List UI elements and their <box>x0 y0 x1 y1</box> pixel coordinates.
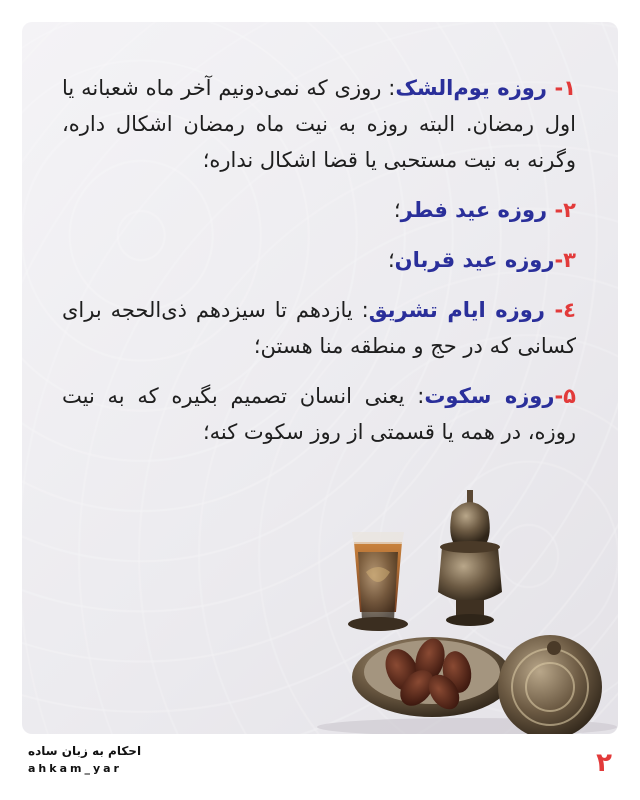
item-text: : یعنی انسان تصمیم بگیره که به نیت روزه، در همه یا قسمتی از روز سکوت کنه؛ <box>62 384 576 444</box>
list-item <box>62 242 576 278</box>
rulings-list <box>62 70 576 464</box>
list-item <box>62 192 576 228</box>
item-title: روزه ایام تشریق <box>368 298 555 322</box>
item-text: : یازدهم تا سیزدهم ذی‌الحجه برای کسانی که در حج و منطقه منا هستن؛ <box>62 298 576 358</box>
list-item <box>62 292 576 364</box>
item-title: روزه عید فطر <box>400 198 555 222</box>
item-title: روزه یوم‌الشک <box>395 76 555 100</box>
list-item <box>62 378 576 450</box>
item-number: ۲- <box>554 198 576 222</box>
tea-glass-and-dates-icon <box>292 472 618 734</box>
content-card <box>22 22 618 734</box>
item-number: ۳- <box>554 248 576 272</box>
list-item <box>62 70 576 178</box>
brand-handle: ahkam_yar <box>28 762 122 775</box>
sugar-bowl <box>438 490 502 626</box>
tea-glass <box>348 532 408 631</box>
item-text: ؛ <box>387 248 395 272</box>
item-number: ۵- <box>554 384 576 408</box>
item-title: روزه سکوت <box>424 384 555 408</box>
ornate-lid <box>498 635 602 734</box>
item-text: ؛ <box>393 198 401 222</box>
brand-logo <box>28 744 141 775</box>
brand-tagline: احکام به زبان ساده <box>28 744 142 758</box>
dates-plate <box>352 635 512 717</box>
item-text: : روزی که نمی‌دونیم آخر ماه شعبانه یا اول رمضان. البته روزه به نیت ماه رمضان اشکال داره، وگرنه به نیت مستحبی یا قضا اشکال نداره؛ <box>62 76 576 172</box>
item-number: ٤- <box>554 298 576 322</box>
item-number: ۱- <box>554 76 577 100</box>
item-title: روزه عید قربان <box>394 248 555 272</box>
page-number: ۲ <box>596 748 612 778</box>
